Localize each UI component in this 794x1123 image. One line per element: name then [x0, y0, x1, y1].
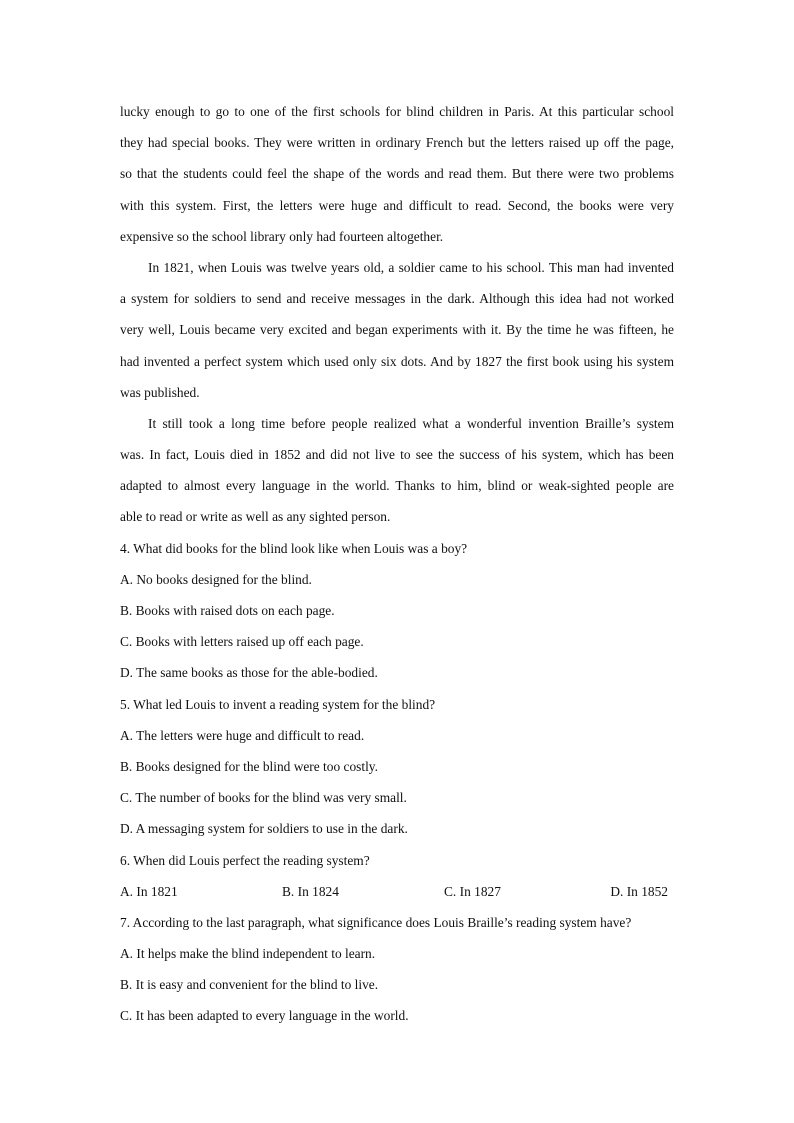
passage-line: they had special books. They were written in ordinary French but the letters raised up off the page, [120, 135, 674, 151]
document-page [120, 96, 674, 1032]
question-5 [120, 689, 674, 845]
passage-line: very well, Louis became very excited and began experiments with it. By the time he was fifteen, he [120, 322, 674, 338]
passage-line: expensive so the school library only had fourteen altogether. [120, 228, 444, 244]
question-4 [120, 533, 674, 689]
question-stem: 4. What did books for the blind look like when Louis was a boy? [120, 540, 468, 556]
passage-line: lucky enough to go to one of the first schools for blind children in Paris. At this particular school [120, 104, 674, 119]
answer-option: B. Books with raised dots on each page. [120, 603, 335, 618]
answer-option: D. The same books as those for the able-bodied. [120, 665, 378, 681]
passage-line: able to read or write as well as any sighted person. [120, 509, 391, 525]
question-stem: 6. When did Louis perfect the reading system? [120, 852, 370, 868]
passage-line: had invented a perfect system which used only six dots. And by 1827 the first book using his system [120, 353, 674, 369]
answer-option: C. In 1827 [444, 883, 501, 899]
passage-line: so that the students could feel the shape of the words and read them. But there were two problems [120, 166, 674, 182]
answer-option: A. The letters were huge and difficult to read. [120, 727, 365, 743]
question-6 [120, 845, 674, 907]
answer-option: C. It has been adapted to every language in the world. [120, 1008, 409, 1024]
question-7 [120, 907, 674, 1032]
passage-line: with this system. First, the letters were huge and difficult to read. Second, the books were very [120, 197, 674, 213]
passage-line: adapted to almost every language in the world. Thanks to him, blind or weak-sighted people are [120, 478, 674, 494]
passage-line: It still took a long time before people realized what a wonderful invention Braille’s system [148, 415, 674, 431]
passage-line: was published. [120, 384, 200, 400]
passage-paragraph-1 [120, 96, 674, 252]
passage-line: was. In fact, Louis died in 1852 and did not live to see the success of his system, which has been [120, 447, 674, 463]
passage-paragraph-2 [120, 252, 674, 408]
passage-paragraph-3 [120, 408, 674, 533]
passage-line: In 1821, when Louis was twelve years old, a soldier came to his school. This man had invented [148, 259, 674, 275]
answer-option: B. Books designed for the blind were too costly. [120, 758, 378, 774]
answer-option: C. Books with letters raised up off each page. [120, 634, 364, 650]
answer-option: B. It is easy and convenient for the blind to live. [120, 977, 379, 993]
answer-option: A. In 1821 [120, 883, 178, 899]
answer-option: D. A messaging system for soldiers to use in the dark. [120, 821, 408, 837]
answer-option: C. The number of books for the blind was very small. [120, 790, 407, 806]
answer-option: B. In 1824 [282, 883, 339, 899]
answer-option: A. It helps make the blind independent to learn. [120, 946, 376, 962]
answer-option: D. In 1852 [610, 883, 668, 899]
question-stem: 5. What led Louis to invent a reading system for the blind? [120, 696, 436, 712]
answer-options-row [120, 876, 674, 907]
question-stem: 7. According to the last paragraph, what significance does Louis Braille’s reading system have? [120, 914, 632, 930]
passage-line: a system for soldiers to send and receive messages in the dark. Although this idea had not worked [120, 291, 674, 307]
answer-option: A. No books designed for the blind. [120, 571, 312, 587]
